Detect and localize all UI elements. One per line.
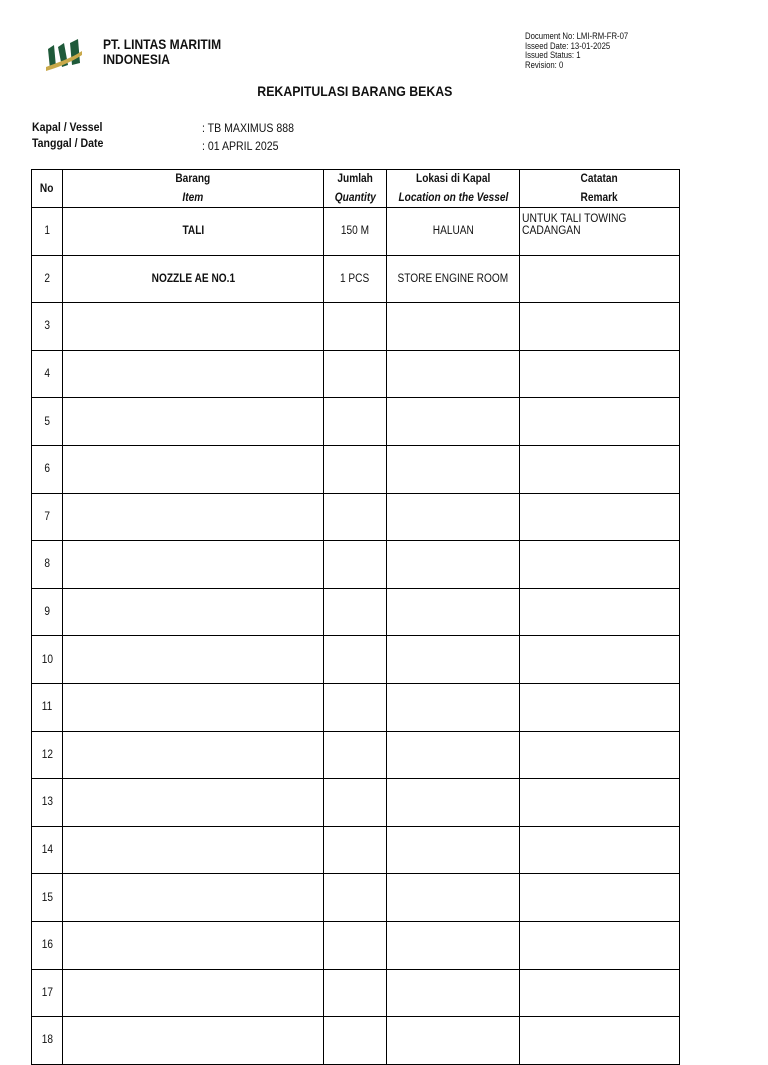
row-location <box>387 731 520 779</box>
row-remark: UNTUK TALI TOWING CADANGAN <box>520 208 680 256</box>
row-remark <box>520 636 680 684</box>
row-quantity <box>324 826 387 874</box>
row-item <box>63 398 324 446</box>
row-quantity <box>324 398 387 446</box>
header-qty-id: Jumlah <box>324 170 387 189</box>
table-row <box>32 969 680 1017</box>
row-number: 10 <box>32 636 63 684</box>
row-number: 2 <box>32 255 63 303</box>
table-row <box>32 921 680 969</box>
row-quantity <box>324 636 387 684</box>
row-item <box>63 874 324 922</box>
header-remark-en: Remark <box>520 189 680 208</box>
row-quantity <box>324 588 387 636</box>
row-item <box>63 779 324 827</box>
row-number: 13 <box>32 779 63 827</box>
row-number: 9 <box>32 588 63 636</box>
table-row <box>32 826 680 874</box>
table-row <box>32 874 680 922</box>
header-item-id: Barang <box>63 170 324 189</box>
row-item <box>63 636 324 684</box>
row-item <box>63 969 324 1017</box>
table-row <box>32 398 680 446</box>
row-location <box>387 588 520 636</box>
page-title: REKAPITULASI BARANG BEKAS <box>257 83 453 99</box>
company-name-line2: INDONESIA <box>103 51 170 67</box>
table-row <box>32 208 680 256</box>
table-row <box>32 350 680 398</box>
table-row <box>32 493 680 541</box>
row-item <box>63 826 324 874</box>
row-remark <box>520 921 680 969</box>
row-number: 1 <box>32 208 63 256</box>
row-item <box>63 493 324 541</box>
row-number: 16 <box>32 921 63 969</box>
table-row <box>32 779 680 827</box>
row-quantity <box>324 493 387 541</box>
table-row <box>32 683 680 731</box>
row-remark <box>520 303 680 351</box>
revision: Revision: 0 <box>525 59 564 70</box>
issued-status: Issued Status: 1 <box>525 50 581 60</box>
table-row <box>32 445 680 493</box>
header-location-id: Lokasi di Kapal <box>387 170 520 189</box>
header-location-en: Location on the Vessel <box>387 189 520 208</box>
row-location <box>387 493 520 541</box>
row-item <box>63 303 324 351</box>
row-location <box>387 779 520 827</box>
row-location: STORE ENGINE ROOM <box>387 255 520 303</box>
row-item <box>63 588 324 636</box>
company-name-line1: PT. LINTAS MARITIM <box>103 36 222 52</box>
row-number: 4 <box>32 350 63 398</box>
row-location <box>387 969 520 1017</box>
row-remark <box>520 255 680 303</box>
row-remark <box>520 350 680 398</box>
row-quantity <box>324 445 387 493</box>
row-remark <box>520 683 680 731</box>
row-number: 11 <box>32 683 63 731</box>
table-row <box>32 255 680 303</box>
document-number: Document No: LMI-RM-FR-07 <box>525 31 629 41</box>
row-location <box>387 874 520 922</box>
row-location: HALUAN <box>387 208 520 256</box>
row-number: 3 <box>32 303 63 351</box>
date-label: Tanggal / Date <box>32 136 104 150</box>
row-number: 6 <box>32 445 63 493</box>
row-item <box>63 921 324 969</box>
row-number: 14 <box>32 826 63 874</box>
row-item: NOZZLE AE NO.1 <box>63 255 324 303</box>
row-remark <box>520 874 680 922</box>
row-location <box>387 541 520 589</box>
row-item <box>63 683 324 731</box>
row-quantity <box>324 874 387 922</box>
company-name <box>103 37 221 67</box>
row-quantity <box>324 683 387 731</box>
row-number: 5 <box>32 398 63 446</box>
row-quantity: 150 M <box>324 208 387 256</box>
row-remark <box>520 731 680 779</box>
row-remark <box>520 445 680 493</box>
row-quantity <box>324 303 387 351</box>
row-quantity: 1 PCS <box>324 255 387 303</box>
row-quantity <box>324 350 387 398</box>
row-number: 17 <box>32 969 63 1017</box>
row-location <box>387 445 520 493</box>
row-location <box>387 350 520 398</box>
row-quantity <box>324 731 387 779</box>
header-qty-en: Quantity <box>324 189 387 208</box>
table-row <box>32 541 680 589</box>
table-row <box>32 588 680 636</box>
row-location <box>387 683 520 731</box>
row-item <box>63 445 324 493</box>
row-number: 12 <box>32 731 63 779</box>
header-no: No <box>32 170 63 208</box>
table-row <box>32 731 680 779</box>
row-number: 18 <box>32 1017 63 1065</box>
vessel-value: : TB MAXIMUS 888 <box>202 121 294 135</box>
row-item <box>63 541 324 589</box>
date-value: : 01 APRIL 2025 <box>202 139 279 153</box>
row-remark <box>520 826 680 874</box>
items-table <box>31 169 680 1065</box>
row-location <box>387 303 520 351</box>
row-item <box>63 731 324 779</box>
row-location <box>387 826 520 874</box>
document-info <box>525 32 628 70</box>
row-number: 8 <box>32 541 63 589</box>
row-location <box>387 636 520 684</box>
company-logo <box>44 37 84 73</box>
row-item <box>63 350 324 398</box>
row-quantity <box>324 921 387 969</box>
issued-date: Isseed Date: 13-01-2025 <box>525 40 611 51</box>
row-quantity <box>324 541 387 589</box>
row-quantity <box>324 969 387 1017</box>
row-remark <box>520 541 680 589</box>
row-remark <box>520 969 680 1017</box>
vessel-label: Kapal / Vessel <box>32 120 103 134</box>
table-row <box>32 303 680 351</box>
row-remark <box>520 779 680 827</box>
row-quantity <box>324 779 387 827</box>
table-row <box>32 636 680 684</box>
row-number: 15 <box>32 874 63 922</box>
row-number: 7 <box>32 493 63 541</box>
row-location <box>387 398 520 446</box>
row-location <box>387 921 520 969</box>
header-remark-id: Catatan <box>520 170 680 189</box>
header-item-en: Item <box>63 189 324 208</box>
row-remark <box>520 398 680 446</box>
row-item: TALI <box>63 208 324 256</box>
row-remark <box>520 588 680 636</box>
row-remark <box>520 493 680 541</box>
